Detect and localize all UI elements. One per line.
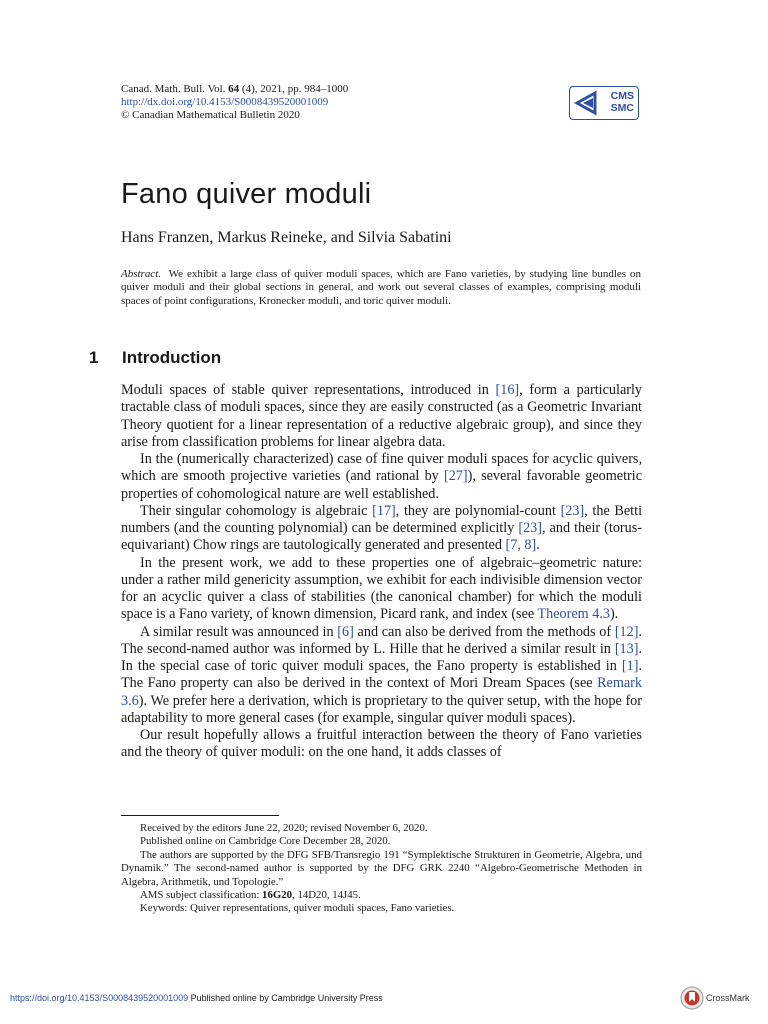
- paragraph: In the (numerically characterized) case of fine quiver moduli spaces for acyclic quivers, which are smooth projective varieties (and rational by [27]), several favorable geometric properties of cohomological nature are well established.: [121, 451, 642, 502]
- footnote-ams: AMS subject classification: 16G20, 14D20, 14J45.: [140, 889, 361, 902]
- section-heading: [89, 348, 221, 368]
- bottom-doi-line: https://doi.org/10.4153/S0008439520001009 Published online by Cambridge University Press: [10, 993, 383, 1003]
- paragraph: Their singular cohomology is algebraic [17], they are polynomial-count [23], the Betti numbers (and the counting polynomial) can be determined explicitly [23], and their (torus-equivariant) Chow rings are tautologically generated and presented [7, 8].: [121, 502, 643, 554]
- paper-title: Fano quiver moduli: [121, 178, 372, 210]
- theorem-link[interactable]: Theorem 4.3: [537, 606, 610, 623]
- paragraph: Moduli spaces of stable quiver representations, introduced in [16], form a particularly tractable class of moduli spaces, since they are easily constructed (as a Geometric Invariant Theory quotient for a linear representation of a reductive algebraic group), and since they arise from classification problems for linear algebra data.: [121, 382, 642, 450]
- paper-authors: Hans Franzen, Markus Reineke, and Silvia Sabatini: [121, 229, 452, 246]
- paragraph: A similar result was announced in [6] and can also be derived from the methods of [12]. The second-named author was informed by L. Hille that he derived a similar result in [13]. In the special case of toric quiver moduli spaces, the Fano property is established in [1]. The Fano property can also be derived in the context of Mori Dream Spaces (see Remark 3.6). We prefer here a derivation, which is proprietary to the quiver setup, with the hope for adaptability to more general cases (for example, singular quiver moduli spaces).: [121, 623, 642, 726]
- footnotes: [121, 822, 642, 916]
- abstract-text: We exhibit a large class of quiver moduli spaces, which are Fano varieties, by studying line bundles on quiver moduli and their global sections in general, and work out several classes of examples, comprising moduli spaces of point configurations, Kronecker moduli, and toric quiver moduli.: [121, 268, 641, 307]
- bottom-doi-link[interactable]: https://doi.org/10.4153/S0008439520001009: [10, 993, 189, 1003]
- crossmark-label: CrossMark: [706, 993, 750, 1003]
- citation-link[interactable]: [12]: [614, 623, 639, 640]
- crossmark-button[interactable]: [680, 986, 760, 1012]
- journal-header: [121, 83, 348, 123]
- abstract-label: Abstract.: [121, 268, 162, 280]
- section-number: 1: [89, 348, 99, 367]
- crossmark-icon: [680, 986, 704, 1010]
- citation-link[interactable]: [1]: [621, 658, 639, 674]
- citation-link[interactable]: [23]: [518, 520, 542, 536]
- cms-logo-text: CMS SMC: [610, 90, 634, 114]
- section-title: Introduction: [122, 348, 222, 367]
- doi-link[interactable]: http://dx.doi.org/10.4153/S0008439520001009: [121, 96, 329, 109]
- abstract: [121, 268, 641, 308]
- citation-link[interactable]: [13]: [614, 640, 639, 657]
- citation-link[interactable]: [27]: [443, 468, 468, 485]
- paragraph: Our result hopefully allows a fruitful interaction between the theory of Fano varieties and the theory of quiver moduli: on the one hand, it adds classes of: [121, 727, 642, 761]
- footnote-support: The authors are supported by the DFG SFB/Transregio 191 “Symplektische Strukturen in Geometrie, Algebra, und Dynamik.” The second-named author is supported by the DFG GRK 2240 “Algebro-Geometrische Methoden in Algebra, Arithmetik, und Topologie.”: [121, 848, 642, 888]
- footnote-received: Received by the editors June 22, 2020; revised November 6, 2020.: [140, 822, 428, 834]
- footnote-published: Published online on Cambridge Core December 28, 2020.: [140, 835, 391, 848]
- footnote-rule: [121, 815, 279, 816]
- paragraph: In the present work, we add to these properties one of algebraic–geometric nature: under a rather mild genericity assumption, we exhibit for each indivisible dimension vector for an acyclic quiver a class of stabilities (the canonical chamber) for which the moduli space is a Fano variety, of known dimension, Picard rank, and index (see Theorem 4.3).: [121, 554, 642, 623]
- citation-link[interactable]: [23]: [560, 502, 585, 519]
- volume-number: 64: [228, 83, 240, 95]
- citation-link[interactable]: [17]: [372, 502, 396, 519]
- remark-link[interactable]: Remark 3.6: [121, 675, 642, 709]
- body-text: [121, 382, 642, 762]
- citation-link[interactable]: [6]: [337, 623, 354, 640]
- cms-logo-icon: [573, 90, 603, 116]
- cms-smc-logo: [569, 86, 639, 120]
- copyright-line: © Canadian Mathematical Bulletin 2020: [121, 109, 300, 122]
- citation-link[interactable]: [7, 8]: [505, 537, 537, 554]
- journal-citation: Canad. Math. Bull. Vol. 64 (4), 2021, pp. 984–1000: [121, 83, 349, 95]
- citation-link[interactable]: [16]: [495, 382, 520, 398]
- footnote-keywords: Keywords: Quiver representations, quiver moduli spaces, Fano varieties.: [140, 902, 455, 915]
